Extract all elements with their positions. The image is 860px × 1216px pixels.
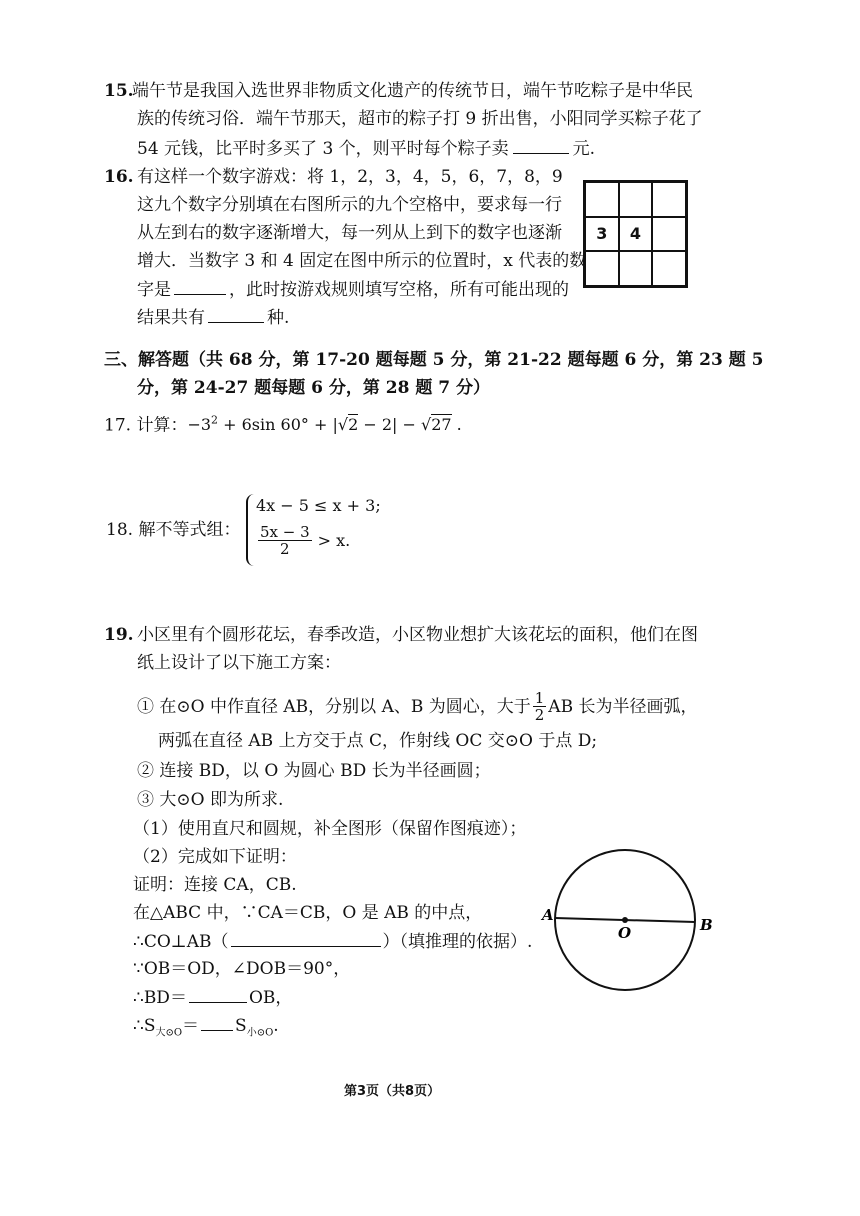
q17-label: 计算： bbox=[136, 415, 188, 436]
q16-number-grid bbox=[583, 180, 688, 288]
q19-proof1: 证明：连接 CA，CB. bbox=[133, 875, 297, 895]
q17-expression: $-3^2 + 6\sin$ 60° + |√2 − 2| − √27 . bbox=[187, 414, 462, 435]
q19-step1-line2: 两弧在直径 AB 上方交于点 C，作射线 OC 交⊙O 于点 D; bbox=[158, 731, 598, 751]
q16-blank-count[interactable] bbox=[208, 306, 264, 323]
section3-header-line1: 三、解答题（共 68 分，第 17-20 题每题 5 分，第 21-22 题每题 6 分，第 23 题 5 bbox=[104, 350, 764, 370]
grid-cell bbox=[619, 251, 653, 286]
q15-line2: 族的传统习俗．端午节那天，超市的粽子打 9 折出售，小阳同学买粽子花了 bbox=[137, 109, 703, 129]
grid-cell bbox=[652, 251, 686, 286]
q19-part2: （2）完成如下证明： bbox=[133, 847, 297, 867]
center-point bbox=[622, 917, 628, 923]
q19-number: 19. bbox=[104, 625, 134, 645]
q17 bbox=[104, 410, 462, 436]
q19-reason-blank[interactable] bbox=[231, 930, 381, 947]
q15-number: 15. bbox=[104, 81, 134, 101]
q16-number: 16. bbox=[104, 167, 134, 187]
q19-fraction: $\frac{1}{2}$ bbox=[534, 689, 545, 724]
q19-line1: 小区里有个圆形花坛，春季改造，小区物业想扩大该花坛的面积，他们在图 bbox=[137, 625, 698, 645]
grid-cell bbox=[585, 182, 619, 217]
q16-line4: 增大．当数字 3 和 4 固定在图中所示的位置时，x 代表的数 bbox=[137, 251, 587, 271]
q18-fraction: $\frac{5x - 3}{2}$ bbox=[260, 523, 310, 558]
q16-blank-x[interactable] bbox=[174, 278, 226, 295]
q19-step3: ③ 大⊙O 即为所求. bbox=[137, 790, 284, 810]
grid-cell: 4 bbox=[619, 217, 653, 252]
q16-line1: 有这样一个数字游戏：将 1，2，3，4，5，6，7，8，9 bbox=[137, 167, 563, 187]
q18-label: 解不等式组： bbox=[138, 520, 241, 540]
q19-proof5: ∴BD＝ OB， bbox=[133, 988, 293, 1008]
q17-number: 17. bbox=[104, 415, 132, 436]
q19-circle-figure bbox=[530, 838, 720, 1008]
q15-line3-after: 元. bbox=[572, 139, 596, 159]
q19-part1: （1）使用直尺和圆规，补全图形（保留作图痕迹）； bbox=[133, 819, 527, 839]
q16-line5-before: 字是 bbox=[137, 280, 171, 300]
grid-cell bbox=[585, 251, 619, 286]
grid-cell bbox=[619, 182, 653, 217]
q19-line2: 纸上设计了以下施工方案： bbox=[137, 653, 341, 673]
q19-proof2: 在△ABC 中，∵CA＝CB，O 是 AB 的中点， bbox=[133, 903, 483, 923]
q16-line2: 这九个数字分别填在右图所示的九个空格中，要求每一行 bbox=[137, 195, 562, 215]
q16-line6 bbox=[137, 306, 289, 329]
q19-proof6: $\therefore S_{大⊙O}= S_{小⊙O}$. bbox=[133, 1016, 279, 1039]
q15-line1: 端午节是我国入选世界非物质文化遗产的传统节日，端午节吃粽子是中华民 bbox=[132, 81, 693, 101]
q19-step2: ② 连接 BD，以 O 为圆心 BD 长为半径画圆； bbox=[137, 761, 491, 781]
q18-label-row bbox=[106, 519, 240, 541]
q16-line6-before: 结果共有 bbox=[137, 308, 205, 328]
q19-proof4: ∵OB＝OD，∠DOB＝90°， bbox=[133, 959, 351, 979]
grid-cell bbox=[652, 217, 686, 252]
q18-inequality-1: 4x − 5 ≤ x + 3; bbox=[256, 496, 381, 515]
label-a: A bbox=[542, 906, 554, 924]
grid-cell bbox=[652, 182, 686, 217]
q16-line3: 从左到右的数字逐渐增大，每一列从上到下的数字也逐渐 bbox=[137, 223, 562, 243]
q15-line3-before: 54 元钱，比平时多买了 3 个，则平时每个粽子卖 bbox=[137, 139, 509, 159]
q15-answer-blank[interactable] bbox=[513, 137, 569, 154]
label-b: B bbox=[700, 916, 713, 934]
q19-step1: ① 在⊙O 中作直径 AB，分别以 A、B 为圆心，大于 $\frac{1}{2}$ AB 长为半径画弧， bbox=[137, 689, 698, 724]
q19-ratio-blank[interactable] bbox=[189, 986, 247, 1003]
q18-inequality-2: $\frac{5x - 3}{2}$ > x. bbox=[260, 523, 351, 558]
q16-line5-after: ，此时按游戏规则填写空格，所有可能出现的 bbox=[229, 280, 569, 300]
q18-number: 18. bbox=[106, 520, 134, 540]
page-footer: 第3页（共8页） bbox=[344, 1084, 441, 1099]
grid-cell: 3 bbox=[585, 217, 619, 252]
section3-header-line2: 分，第 24-27 题每题 6 分，第 28 题 7 分） bbox=[137, 378, 491, 398]
q19-area-blank[interactable] bbox=[201, 1014, 233, 1031]
q19-proof3: ∴CO⊥AB（ ）（填推理的依据）. bbox=[133, 932, 533, 952]
q16-line5 bbox=[137, 278, 569, 301]
q16-line6-after: 种. bbox=[267, 308, 290, 328]
label-o: O bbox=[618, 924, 632, 942]
q15-line3 bbox=[137, 137, 595, 160]
